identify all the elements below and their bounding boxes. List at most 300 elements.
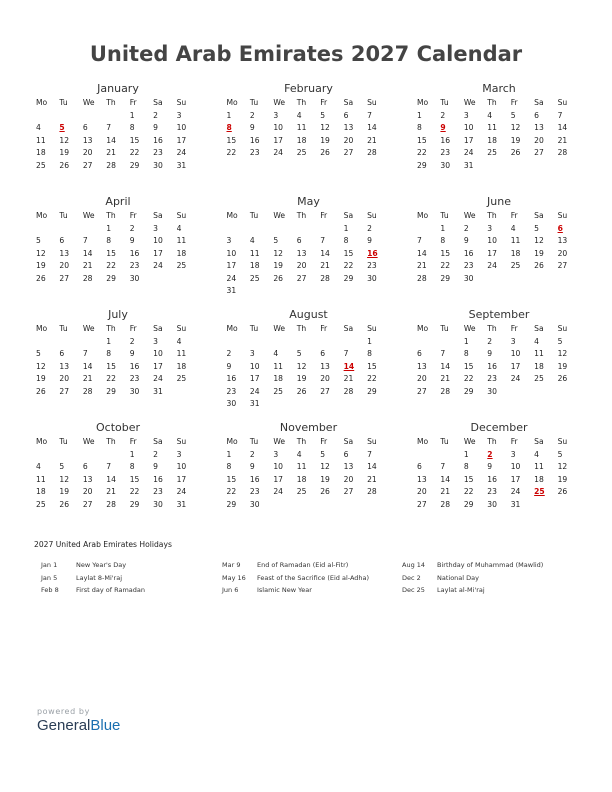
day-cell: 5 <box>36 236 41 245</box>
day-cell: 3 <box>226 236 232 245</box>
weekday-header: Tu <box>249 211 259 220</box>
day-cell: 31 <box>510 499 521 509</box>
holiday-name: End of Ramadan (Eid al-Fitr) <box>257 561 349 569</box>
day-cell: 26 <box>36 273 46 283</box>
day-cell: 23 <box>129 374 140 383</box>
day-cell: 22 <box>106 374 116 383</box>
empty-day-cell <box>36 449 59 462</box>
weekday-header: Su <box>557 98 568 107</box>
day-cell: 6 <box>320 349 326 358</box>
day-cell: 14 <box>82 248 93 258</box>
month-row <box>36 419 581 532</box>
day-cell: 16 <box>129 248 140 258</box>
day-cell: 12 <box>320 123 330 132</box>
day-cell: 24 <box>273 148 284 157</box>
day-cell: 1 <box>343 223 349 233</box>
day-cell: 20 <box>534 135 544 145</box>
weekday-header: Sa <box>534 98 544 107</box>
day-cell: 11 <box>36 474 46 484</box>
day-cell: 24 <box>463 148 474 157</box>
logo-general-text: General <box>37 717 91 734</box>
weekday-header: Th <box>296 98 307 107</box>
empty-day-cell <box>344 336 367 349</box>
day-cell: 27 <box>417 499 427 509</box>
day-cell: 5 <box>59 462 65 471</box>
month-february <box>227 80 391 193</box>
day-cell: 12 <box>59 474 70 484</box>
day-cell: 12 <box>534 236 544 245</box>
day-cell: 26 <box>320 487 330 496</box>
weekday-header: Th <box>106 98 116 107</box>
day-cell: 6 <box>59 349 65 358</box>
day-cell: 14 <box>417 248 427 258</box>
empty-day-cell <box>250 223 273 236</box>
weekday-header: Th <box>487 437 497 446</box>
month-name: April <box>105 195 131 208</box>
day-cell: 4 <box>36 462 41 471</box>
weekday-header: We <box>273 324 286 333</box>
day-cell: 7 <box>440 462 446 471</box>
day-cell: 11 <box>510 236 521 245</box>
day-cell: 19 <box>557 474 568 484</box>
day-cell: 31 <box>153 386 163 396</box>
day-cell: 29 <box>226 499 237 509</box>
powered-by-text: powered by <box>37 707 90 716</box>
day-cell: 22 <box>367 374 377 383</box>
day-cell: 16 <box>249 135 260 145</box>
day-cell: 5 <box>296 349 302 358</box>
weekday-header: Sa <box>153 324 163 333</box>
day-cell: 18 <box>487 135 497 145</box>
day-cell: 23 <box>226 386 237 396</box>
day-cell: 12 <box>296 361 307 371</box>
empty-day-cell <box>83 110 106 123</box>
day-cell: 6 <box>417 349 422 358</box>
page-title: United Arab Emirates 2027 Calendar <box>89 42 523 66</box>
day-cell: 26 <box>273 273 284 283</box>
day-cell: 12 <box>59 135 70 145</box>
day-cell: 5 <box>510 110 516 120</box>
day-cell: 6 <box>82 123 88 132</box>
day-cell: 1 <box>226 110 232 120</box>
day-cell: 23 <box>153 148 163 157</box>
day-cell: 6 <box>59 236 65 245</box>
day-cell: 15 <box>226 135 237 145</box>
day-cell: 15 <box>106 361 116 371</box>
empty-day-cell <box>417 336 440 349</box>
weekday-header: Th <box>296 324 307 333</box>
month-name: May <box>297 195 320 208</box>
month-days-grid <box>227 323 391 411</box>
day-cell: 8 <box>226 462 232 471</box>
day-cell: 29 <box>129 499 140 509</box>
weekday-header: Tu <box>249 324 259 333</box>
day-cell: 12 <box>320 462 330 471</box>
day-cell: 18 <box>510 248 521 258</box>
day-cell: 19 <box>534 248 544 258</box>
weekday-header: We <box>273 98 286 107</box>
day-cell: 21 <box>82 374 93 383</box>
weekday-header: Mo <box>36 211 48 220</box>
day-cell: 28 <box>106 160 116 170</box>
day-cell: 29 <box>463 499 474 509</box>
day-cell: 28 <box>417 273 427 283</box>
weekday-header: We <box>82 98 95 107</box>
day-cell: 16 <box>487 361 497 371</box>
weekday-header: We <box>463 324 476 333</box>
day-cell: 6 <box>343 449 349 459</box>
day-cell: 2 <box>129 336 135 346</box>
day-cell: 18 <box>534 474 544 484</box>
day-cell: 8 <box>463 462 469 471</box>
day-cell: 25 <box>510 261 521 270</box>
weekday-header: Fr <box>320 98 328 107</box>
weekday-header: Sa <box>343 211 354 220</box>
day-cell: 4 <box>176 223 182 233</box>
day-cell: 30 <box>129 386 140 396</box>
day-cell: 4 <box>534 336 539 346</box>
weekday-header: Sa <box>534 211 544 220</box>
day-cell: 5 <box>557 449 563 459</box>
holiday-name: Laylat 8-Mi'raj <box>76 573 122 582</box>
holiday-date: Jan 5 <box>41 573 58 582</box>
day-cell: 23 <box>367 261 377 270</box>
day-cell: 25 <box>176 261 187 270</box>
month-days-grid <box>36 323 200 398</box>
day-cell: 25 <box>273 386 284 396</box>
day-cell: 1 <box>106 223 112 233</box>
month-january <box>36 80 200 193</box>
day-cell: 27 <box>417 386 427 396</box>
day-cell: 21 <box>82 261 93 270</box>
day-cell: 18 <box>36 148 46 157</box>
weekday-header: Th <box>106 324 116 333</box>
day-cell: 24 <box>176 487 187 496</box>
day-cell: 30 <box>153 499 163 509</box>
day-cell: 23 <box>463 261 474 270</box>
day-cell: 20 <box>557 248 568 258</box>
generalblue-logo[interactable] <box>37 717 120 734</box>
month-may <box>227 193 391 306</box>
day-cell: 26 <box>59 160 70 170</box>
day-cell: 3 <box>176 449 182 459</box>
day-cell: 4 <box>534 449 539 459</box>
day-cell: 7 <box>82 236 88 245</box>
day-cell: 5 <box>320 110 326 120</box>
day-cell: 13 <box>320 361 330 371</box>
day-cell: 21 <box>557 135 568 145</box>
day-cell: 3 <box>510 449 516 459</box>
empty-day-cell <box>297 223 320 236</box>
day-cell: 2 <box>487 336 493 346</box>
holiday-name: National Day <box>437 573 479 582</box>
empty-day-cell <box>83 336 106 349</box>
day-cell: 5 <box>273 236 279 245</box>
day-cell: 12 <box>557 462 568 471</box>
day-cell: 29 <box>129 160 140 170</box>
day-cell: 23 <box>487 374 497 383</box>
day-cell: 25 <box>296 487 307 496</box>
day-cell: 13 <box>296 248 307 258</box>
day-cell: 28 <box>440 386 451 396</box>
day-cell: 27 <box>296 273 307 283</box>
day-cell: 4 <box>176 336 182 346</box>
day-cell: 21 <box>320 261 330 270</box>
day-cell: 1 <box>463 336 469 346</box>
weekday-header: Tu <box>59 324 68 333</box>
day-cell: 19 <box>320 135 330 145</box>
day-cell: 5 <box>557 336 563 346</box>
month-days-grid <box>36 436 200 511</box>
day-cell: 29 <box>440 273 451 283</box>
day-cell: 16 <box>153 474 163 484</box>
day-cell: 27 <box>343 148 354 157</box>
day-cell: 28 <box>440 499 451 509</box>
month-days-grid <box>227 210 391 298</box>
day-cell: 5 <box>36 349 41 358</box>
day-cell: 9 <box>226 361 232 371</box>
weekday-header: Tu <box>440 98 449 107</box>
weekday-header: Th <box>487 211 497 220</box>
month-name: August <box>289 308 328 321</box>
weekday-header: Tu <box>59 211 68 220</box>
day-cell: 29 <box>343 273 354 283</box>
day-cell: 23 <box>440 148 451 157</box>
day-cell: 4 <box>249 236 255 245</box>
weekday-header: Mo <box>226 211 238 220</box>
day-cell: 16 <box>249 474 260 484</box>
empty-day-cell <box>227 336 250 349</box>
empty-day-cell <box>59 110 82 123</box>
day-cell: 10 <box>249 361 260 371</box>
holiday-date: Jan 1 <box>41 561 58 569</box>
day-cell: 10 <box>273 462 284 471</box>
weekday-header: Su <box>176 211 187 220</box>
day-cell: 30 <box>226 399 237 408</box>
day-cell: 4 <box>36 123 41 132</box>
holiday-day-cell: 25 <box>534 487 545 496</box>
weekday-header: Su <box>367 98 377 107</box>
weekday-header: Su <box>557 211 568 220</box>
day-cell: 27 <box>320 386 330 396</box>
holidays-title: 2027 United Arab Emirates Holidays <box>34 540 172 549</box>
month-september <box>417 306 581 419</box>
logo-blue-text: Blue <box>90 717 121 734</box>
holiday-day-cell: 9 <box>440 123 446 132</box>
empty-day-cell <box>250 336 273 349</box>
day-cell: 8 <box>463 349 469 358</box>
month-march <box>417 80 581 193</box>
day-cell: 8 <box>417 123 422 132</box>
day-cell: 29 <box>463 386 474 396</box>
day-cell: 11 <box>534 349 544 358</box>
empty-day-cell <box>417 223 440 236</box>
day-cell: 16 <box>463 248 474 258</box>
day-cell: 2 <box>249 110 255 120</box>
day-cell: 7 <box>367 110 372 120</box>
weekday-header: We <box>463 211 476 220</box>
weekday-header: We <box>82 437 95 446</box>
day-cell: 21 <box>417 261 427 270</box>
day-cell: 4 <box>273 349 279 358</box>
day-cell: 24 <box>226 273 237 283</box>
weekday-header: Sa <box>343 437 354 446</box>
day-cell: 11 <box>176 236 187 245</box>
day-cell: 20 <box>82 487 93 496</box>
holiday-date: Feb 8 <box>41 586 59 594</box>
day-cell: 11 <box>296 123 307 132</box>
day-cell: 18 <box>534 361 544 371</box>
day-cell: 14 <box>367 462 377 471</box>
weekday-header: Su <box>367 324 377 333</box>
day-cell: 7 <box>440 349 446 358</box>
month-july <box>36 306 200 419</box>
day-cell: 28 <box>82 386 93 396</box>
day-cell: 9 <box>249 462 255 471</box>
holiday-day-cell: 5 <box>59 123 65 132</box>
day-cell: 22 <box>417 148 427 157</box>
day-cell: 1 <box>417 110 422 120</box>
day-cell: 13 <box>59 361 70 371</box>
weekday-header: Mo <box>417 324 429 333</box>
day-cell: 1 <box>129 449 135 459</box>
day-cell: 13 <box>343 462 354 471</box>
month-april <box>36 193 200 306</box>
day-cell: 20 <box>343 474 354 484</box>
holiday-date: Dec 2 <box>402 573 421 582</box>
day-cell: 24 <box>487 261 497 270</box>
day-cell: 7 <box>367 449 372 459</box>
day-cell: 17 <box>176 474 187 484</box>
day-cell: 20 <box>320 374 330 383</box>
day-cell: 25 <box>534 374 544 383</box>
day-cell: 18 <box>176 361 187 371</box>
day-cell: 17 <box>273 474 284 484</box>
day-cell: 2 <box>153 449 158 459</box>
day-cell: 1 <box>129 110 135 120</box>
weekday-header: Tu <box>249 98 259 107</box>
day-cell: 15 <box>367 361 377 371</box>
weekday-header: We <box>82 211 95 220</box>
day-cell: 25 <box>249 273 260 283</box>
day-cell: 24 <box>153 374 163 383</box>
weekday-header: Fr <box>320 211 328 220</box>
day-cell: 18 <box>36 487 46 496</box>
weekday-header: Sa <box>153 98 163 107</box>
day-cell: 11 <box>487 123 497 132</box>
empty-day-cell <box>227 223 250 236</box>
brand <box>37 707 120 734</box>
day-cell: 10 <box>176 123 187 132</box>
holiday-name: Feast of the Sacrifice (Eid al-Adha) <box>257 573 370 582</box>
day-cell: 8 <box>106 236 112 245</box>
day-cell: 1 <box>367 336 372 346</box>
day-cell: 2 <box>153 110 158 120</box>
day-cell: 25 <box>296 148 307 157</box>
day-cell: 27 <box>557 261 568 270</box>
month-name: December <box>470 421 528 434</box>
day-cell: 20 <box>343 135 354 145</box>
day-cell: 4 <box>487 110 493 120</box>
day-cell: 19 <box>510 135 521 145</box>
day-cell: 31 <box>176 499 187 509</box>
holiday-day-cell: 14 <box>343 361 355 371</box>
month-october <box>36 419 200 532</box>
month-name: February <box>284 82 333 95</box>
weekday-header: Mo <box>226 324 238 333</box>
day-cell: 17 <box>153 248 163 258</box>
weekday-header: Th <box>487 98 497 107</box>
day-cell: 5 <box>320 449 326 459</box>
day-cell: 3 <box>153 336 158 346</box>
weekday-header: Fr <box>510 211 518 220</box>
day-cell: 13 <box>557 236 568 245</box>
day-cell: 3 <box>510 336 516 346</box>
empty-day-cell <box>273 223 296 236</box>
holidays-column-1 <box>41 559 145 597</box>
weekday-header: Sa <box>343 324 354 333</box>
holiday-row <box>402 572 543 585</box>
weekday-header: Sa <box>534 324 544 333</box>
day-cell: 9 <box>153 462 158 471</box>
day-cell: 16 <box>487 474 497 484</box>
holiday-date: Jun 6 <box>222 586 239 594</box>
day-cell: 28 <box>106 499 116 509</box>
day-cell: 17 <box>487 248 497 258</box>
day-cell: 20 <box>82 148 93 157</box>
day-cell: 21 <box>106 487 116 496</box>
day-cell: 13 <box>82 474 93 484</box>
holiday-date: Dec 25 <box>402 586 425 594</box>
weekday-header: Tu <box>59 437 68 446</box>
months-grid <box>36 80 581 532</box>
month-days-grid <box>227 97 391 160</box>
day-cell: 26 <box>557 487 568 496</box>
day-cell: 9 <box>249 123 255 132</box>
day-cell: 20 <box>296 261 307 270</box>
day-cell: 23 <box>249 148 260 157</box>
month-name: January <box>97 82 139 95</box>
day-cell: 19 <box>557 361 568 371</box>
weekday-header: Fr <box>129 437 137 446</box>
empty-day-cell <box>59 336 82 349</box>
day-cell: 4 <box>296 449 302 459</box>
day-cell: 10 <box>153 236 163 245</box>
day-cell: 17 <box>510 361 521 371</box>
empty-day-cell <box>83 223 106 236</box>
holiday-row <box>41 559 145 572</box>
day-cell: 17 <box>463 135 474 145</box>
weekday-header: Fr <box>129 324 137 333</box>
weekday-header: Mo <box>417 211 429 220</box>
holiday-date: May 16 <box>222 573 246 582</box>
day-cell: 1 <box>226 449 232 459</box>
day-cell: 24 <box>249 386 260 396</box>
weekday-header: Sa <box>153 211 163 220</box>
day-cell: 30 <box>487 499 497 509</box>
day-cell: 8 <box>129 462 135 471</box>
day-cell: 8 <box>367 349 372 358</box>
day-cell: 16 <box>153 135 163 145</box>
day-cell: 20 <box>417 487 427 496</box>
day-cell: 17 <box>273 135 284 145</box>
day-cell: 13 <box>343 123 354 132</box>
weekday-header: Fr <box>129 211 137 220</box>
day-cell: 19 <box>59 148 70 157</box>
day-cell: 23 <box>129 261 140 270</box>
day-cell: 22 <box>343 261 354 270</box>
day-cell: 6 <box>417 462 422 471</box>
